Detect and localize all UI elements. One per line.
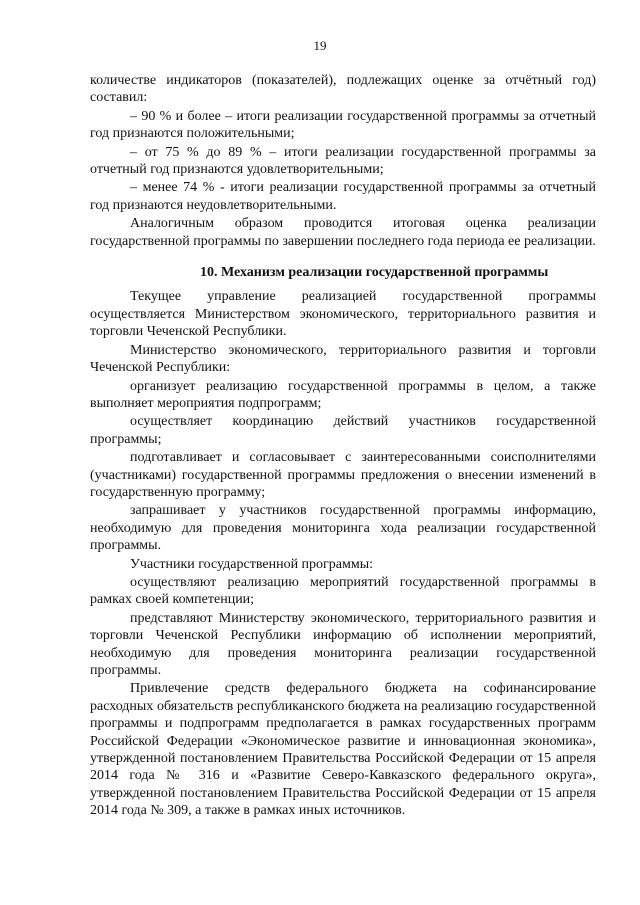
paragraph: Участники государственной программы: <box>130 556 374 572</box>
list-item: осуществляет координацию действий участников государственной программы; <box>90 414 596 447</box>
paragraph: количестве индикаторов (показателей), подлежащих оценке за отчётный год) составил: <box>90 73 596 106</box>
section-heading: 10. Механизм реализации государственной программы <box>200 265 549 281</box>
paragraph: Привлечение средств федерального бюджета на софинансирование расходных обязательств республиканского бюджета на реализацию государственной программы и подпрограмм предполагается в рамках государственных программ Российской Федерации «Экономическое развитие и инновационная экономика», утвержденной постановлением Правительства Российской Федерации от 15 апреля 2014 года № 316 и «Развитие Северо-Кавказского федерального округа», утвержденной постановлением Правительства Российской Федерации от 15 апреля 2014 года № 309, а также в рамках иных источников. <box>90 681 596 819</box>
list-item: организует реализацию государственной программы в целом, а также выполняет мероприятия подпрограмм; <box>90 378 596 411</box>
list-item: представляют Министерству экономического, территориального развития и торговли Чеченской Республики информацию об исполнении мероприятий, необходимую для проведения мониторинга реализации государственной программы. <box>90 610 596 678</box>
paragraph: Министерство экономического, территориального развития и торговли Чеченской Республики: <box>90 342 596 376</box>
page-number: 19 <box>313 38 327 53</box>
document-body <box>90 72 596 821</box>
list-item: подготавливает и согласовывает с заинтересованными соисполнителями (участниками) государственной программы предложения о внесении изменений в государственную программу; <box>90 450 596 500</box>
paragraph: Текущее управление реализацией государственной программы осуществляется Министерством экономического, территориального развития и торговли Чеченской Республики. <box>90 289 596 340</box>
list-item: – от 75 % до 89 % – итоги реализации государственной программы за отчетный год признаются удовлетворительными; <box>90 144 596 178</box>
paragraph: Аналогичным образом проводится итоговая оценка реализации государственной программы по завершении последнего года периода ее реализации. <box>90 216 596 249</box>
list-item: – 90 % и более – итоги реализации государственной программы за отчетный год признаются положительными; <box>90 108 596 142</box>
list-item: запрашивает у участников государственной программы информацию, необходимую для проведения мониторинга хода реализации государственной программы. <box>90 503 596 554</box>
list-item: осуществляют реализацию мероприятий государственной программы в рамках своей компетенции; <box>90 574 596 608</box>
list-item: – менее 74 % - итоги реализации государственной программы за отчетный год признаются неудовлетворительными. <box>90 180 596 213</box>
